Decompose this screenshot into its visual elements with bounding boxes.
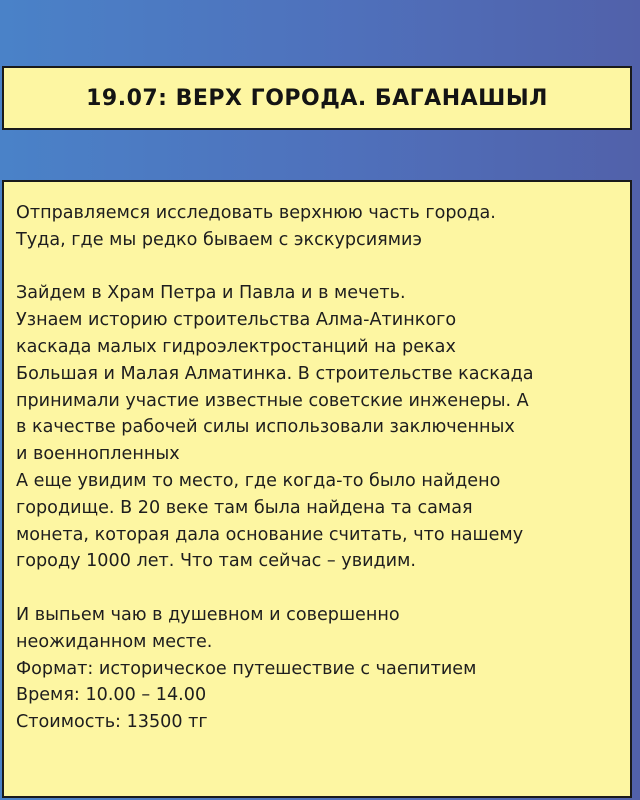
text-line: городу 1000 лет. Что там сейчас – увидим.: [16, 551, 416, 572]
text-line: монета, которая дала основание считать, что нашему: [16, 524, 524, 545]
text-line: Зайдем в Храм Петра и Павла и в мечеть.: [16, 283, 406, 304]
text-line: и военнопленных: [16, 444, 180, 465]
text-line: Узнаем историю строительства Алма-Атинкого: [16, 310, 457, 331]
text-line: неожиданном месте.: [16, 631, 213, 652]
text-line: Отправляемся исследовать верхнюю часть города.: [16, 203, 496, 223]
time-line: Время: 10.00 – 14.00: [16, 685, 207, 706]
text-line: А еще увидим то место, где когда-то было найдено: [16, 470, 501, 491]
paragraph-gap: [16, 254, 630, 281]
format-line: Формат: историческое путешествие с чаепитием: [16, 658, 477, 679]
text-line: Большая и Малая Алматинка. В строительстве каскада: [16, 363, 534, 384]
details-paragraph: [16, 602, 630, 736]
intro-paragraph: [16, 200, 630, 254]
price-line: Стоимость: 13500 тг: [16, 712, 208, 733]
text-line: городище. В 20 веке там была найдена та самая: [16, 497, 473, 518]
paragraph-gap: [16, 575, 630, 602]
page-title: 19.07: ВЕРХ ГОРОДА. БАГАНАШЫЛ: [86, 85, 548, 111]
description-panel: [2, 180, 632, 798]
text-line: в качестве рабочей силы использовали заключенных: [16, 417, 515, 438]
text-line: каскада малых гидроэлектростанций на реках: [16, 336, 456, 357]
text-line: Туда, где мы редко бываем с экскурсиямиэ: [16, 229, 423, 250]
title-banner: [2, 66, 632, 130]
program-paragraph: [16, 280, 630, 575]
text-line: принимали участие известные советские инженеры. А: [16, 390, 529, 411]
text-line: И выпьем чаю в душевном и совершенно: [16, 604, 400, 625]
